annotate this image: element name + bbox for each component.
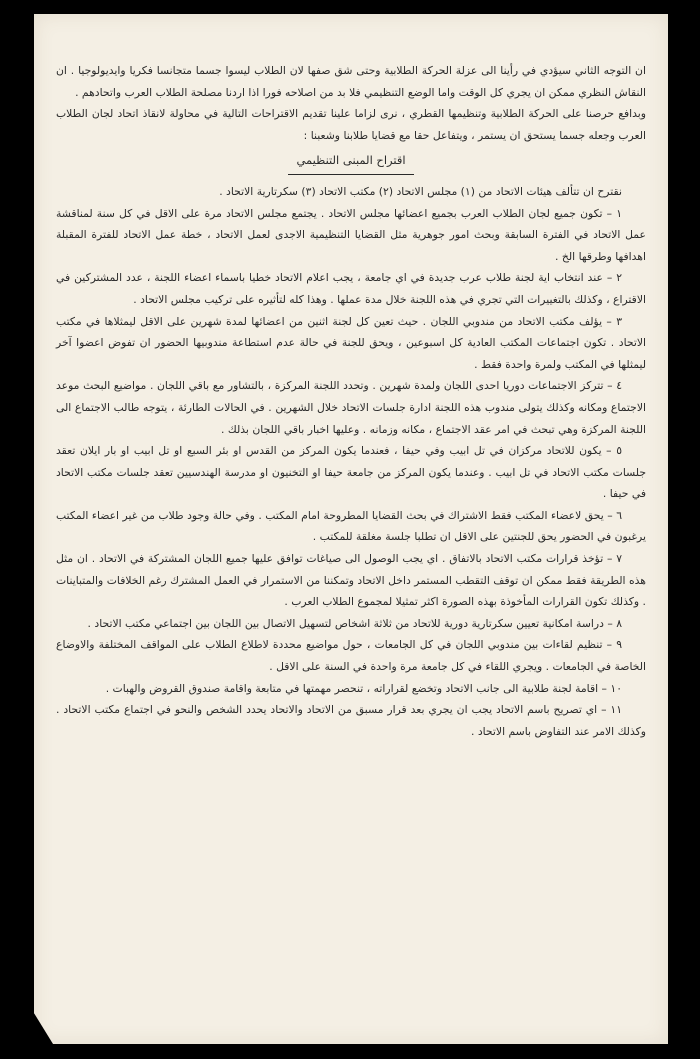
list-item: ١٠ – اقامة لجنة طلابية الى جانب الاتحاد وتخضع لقراراته ، تنحصر مهمتها في متابعة واقامة صندوق القروض والهبات . <box>105 681 622 695</box>
list-item: ٩ – تنظيم لقاءات بين مندوبي اللجان في كل الجامعات ، حول مواضيع محددة لاطلاع الطلاب على المواقف المختلفة والاوضاع الخاصة في الجامعات . ويجري اللقاء في كل جامعة مرة واحدة في السنة على الاقل . <box>56 638 646 674</box>
list-item: ٥ – يكون للاتحاد مركزان في تل ابيب وفي حيفا ، فعندما يكون المركز من القدس او بئر السبع او تل ابيب او بار ايلان تعقد جلسات مكتب الاتحاد في تل ابيب . وعندما يكون المركز من جامعة حيفا او التخنيون او مدرسة الهندسيين تعقد جلسات مكتب الاتحاد في حيفا . <box>56 444 646 501</box>
list-item: ٦ – يحق لاعضاء المكتب فقط الاشتراك في بحث القضايا المطروحة امام المكتب . وفي حالة وجود طلاب من غير اعضاء المكتب يرغبون في الحضور يحق للجنتين على الاقل ان تطلبا جلسة مغلقة للمكتب . <box>56 508 646 544</box>
list-item: ٧ – تؤخذ قرارات مكتب الاتحاد بالاتفاق . اي يجب الوصول الى صياغات توافق عليها جميع اللجان المشتركة في الاتحاد . ان مثل هذه الطريقة فقط ممكن ان توقف التقطب المستمر داخل الاتحاد وتمكننا من الاستمرار في العمل المشترك رغم الخلافات والمتباينات . وكذلك تكون القرارات المأخوذة بهذه الصورة اكثر تمثيلا لمجموع الطلاب العرب . <box>56 552 646 609</box>
section-heading: اقتراح المبنى التنظيمي <box>56 150 646 175</box>
list-item: ٨ – دراسة امكانية تعيين سكرتارية دورية للاتحاد من ثلاثة اشخاص لتسهيل الاتصال بين اللجان بين اجتماعي مكتب الاتحاد . <box>87 616 622 630</box>
intro-paragraph-2: وبدافع حرصنا على الحركة الطلابية وتنظيمها القطري ، نرى لزاما علينا تقديم الاقتراحات التالية في محاولة لانقاذ اتحاد لجان الطلاب العرب وجعله جسما يستحق ان يستمر ، ويتفاعل حقا مع قضايا طلابنا وشعبنا : <box>56 107 646 142</box>
list-item: ٢ – عند انتخاب اية لجنة طلاب عرب جديدة في اي جامعة ، يجب اعلام الاتحاد خطيا باسماء اعضاء اللجنة ، عدد المشتركين في الاقتراع ، وكذلك بالتغييرات التي تجري في هذه اللجنة خلال مدة عملها . وهذا كله لتأثيره على تركيب مجلس الاتحاد . <box>56 271 646 306</box>
preamble: نقترح ان تتألف هيئات الاتحاد من (١) مجلس الاتحاد (٢) مكتب الاتحاد (٣) سكرتارية الاتحاد . <box>219 184 622 198</box>
list-item: ١١ – اي تصريح باسم الاتحاد يجب ان يجري بعد قرار مسبق من الاتحاد والاتحاد يحدد الشخص والنحو في اجتماع مكتب الاتحاد . وكذلك الامر عند التفاوض باسم الاتحاد . <box>56 703 646 738</box>
list-item: ١ – تكون جميع لجان الطلاب العرب بجميع اعضائها مجلس الاتحاد . يجتمع مجلس الاتحاد مرة على الاقل في كل سنة لمناقشة عمل الاتحاد في الفترة السابقة وبحث امور جوهرية مثل القضايا التنظيمية الاجدى لعمل الاتحاد ، خطة عمل الاتحاد للفترة المقبلة اهدافها وطرقها الخ . <box>56 206 646 263</box>
list-item: ٤ – تتركز الاجتماعات دوريا احدى اللجان ولمدة شهرين . وتحدد اللجنة المركزة ، بالتشاور مع باقي اللجان . مواضيع البحث موعد الاجتماع ومكانه وكذلك يتولى مندوب هذه اللجنة ادارة جلسات الاتحاد خلال الشهرين . في الحالات الطارئة ، يتوجه طالب الاجتماع الى اللجنة المركزة وهي تبحث في امر عقد الاجتماع ، مكانه وزمانه . وعليها اخبار باقي اللجان بذلك . <box>56 379 646 436</box>
intro-paragraph-1: ان التوجه الثاني سيؤدي في رأينا الى عزلة الحركة الطلابية وحتى شق صفها لان الطلاب ليسوا جسما متجانسا فكريا وايديولوجيا . ان النقاش النظري ممكن ان يجري كل الوقت واما الوضع التنظيمي فلا بد من اصلاحه فورا اذا اردنا مصلحة الطلاب العرب واتحادهم . <box>56 64 646 99</box>
list-item: ٣ – يؤلف مكتب الاتحاد من مندوبي اللجان . حيث تعين كل لجنة اثنين من اعضائها لمدة شهرين على الاقل ليمثلاها في مكتب الاتحاد . تكون اجتماعات المكتب العادية كل اسبوعين ، ويحق للجنة في حالة عدم استطاعة مندوبيها الحضور ان تفوض اعضوا آخر ليمثلها في المكتب ولمرة واحدة فقط . <box>56 314 646 371</box>
document-body <box>56 60 646 742</box>
